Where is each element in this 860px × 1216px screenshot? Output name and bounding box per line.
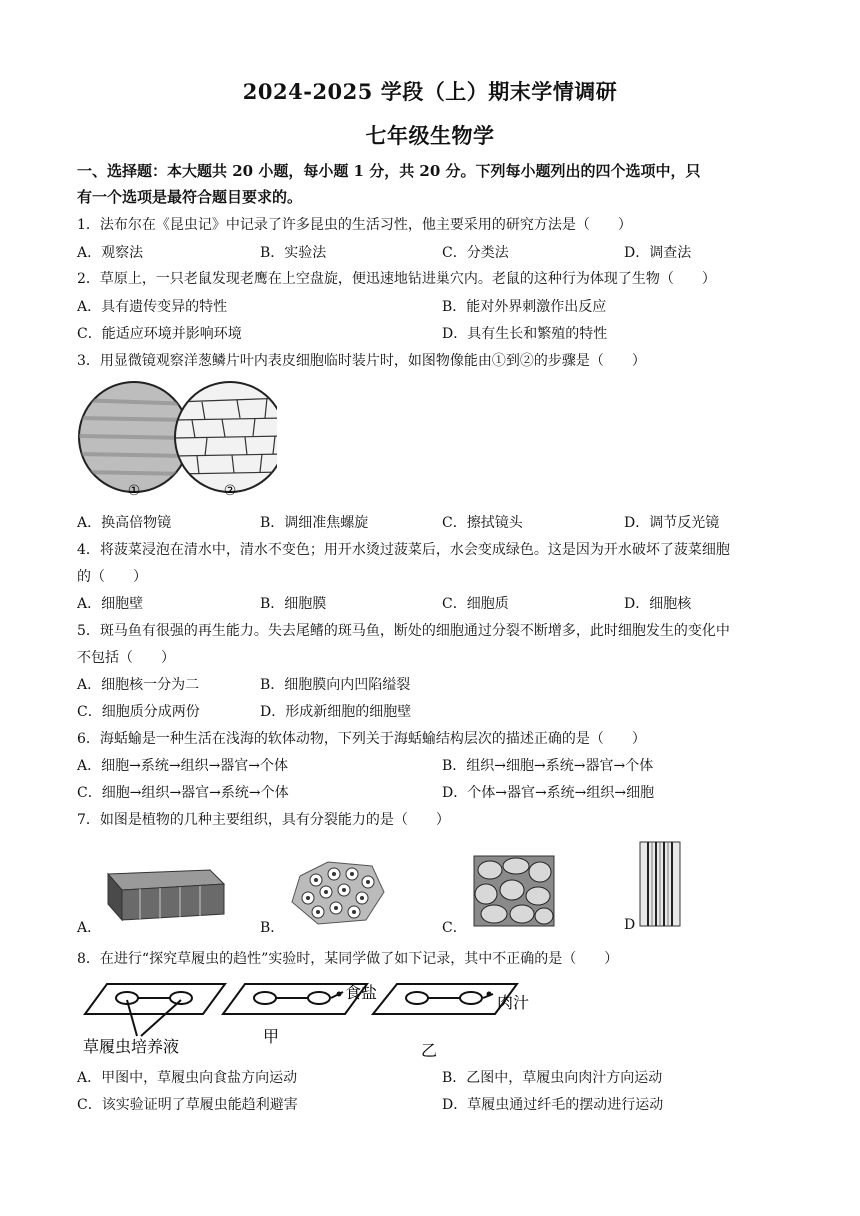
q5-option-c[interactable]: C．细胞质分成两份 — [77, 704, 200, 720]
q4-option-b[interactable]: B．细胞膜 — [260, 596, 327, 612]
q6-stem: 6．海蛞蝓是一种生活在浅海的软体动物，下列关于海蛞蝓结构层次的描述正确的是（ ） — [77, 731, 646, 747]
q1-option-d[interactable]: D．调查法 — [624, 245, 692, 261]
q1-option-a[interactable]: A．观察法 — [77, 245, 144, 261]
q3-option-a[interactable]: A．换高倍物镜 — [77, 515, 172, 531]
broth-label: 肉汁 — [497, 993, 530, 1012]
q1-option-b[interactable]: B．实验法 — [260, 245, 327, 261]
q8-option-c[interactable]: C．该实验证明了草履虫能趋利避害 — [77, 1097, 298, 1113]
q2-option-c[interactable]: C．能适应环境并影响环境 — [77, 326, 242, 342]
q6-option-c[interactable]: C．细胞→组织→器官→系统→个体 — [77, 785, 289, 801]
view-2-label: ② — [223, 483, 237, 499]
q8-option-a[interactable]: A．甲图中，草履虫向食盐方向运动 — [77, 1070, 298, 1086]
q8-stem: 8．在进行“探究草履虫的趋性”实验时，某同学做了如下记录，其中不正确的是（ ） — [77, 951, 619, 967]
paramecium-experiment-figure — [77, 978, 547, 1060]
q2-stem: 2．草原上，一只老鼠发现老鹰在上空盘旋，便迅速地钻进巢穴内。老鼠的这种行为体现了生物（ ） — [77, 271, 716, 287]
q3-option-c[interactable]: C．擦拭镜头 — [442, 515, 523, 531]
q2-option-a[interactable]: A．具有遗传变异的特性 — [77, 299, 228, 315]
page-subtitle: 七年级生物学 — [365, 123, 495, 148]
salt-label: 食盐 — [345, 983, 378, 1002]
tissue-a-image — [100, 862, 230, 924]
q3-option-b[interactable]: B．调细准焦螺旋 — [260, 515, 369, 531]
q6-option-b[interactable]: B．组织→细胞→系统→器官→个体 — [442, 758, 654, 774]
q7-option-b[interactable]: B． — [260, 920, 285, 936]
section-heading-line1: 一、选择题：本大题共 20 小题，每小题 1 分，共 20 分。下列每小题列出的四个选项中，只 — [77, 162, 701, 180]
q4-stem-line1: 4．将菠菜浸泡在清水中，清水不变色；用开水烫过菠菜后，水会变成绿色。这是因为开水破坏了菠菜细胞 — [77, 542, 730, 558]
q1-option-c[interactable]: C．分类法 — [442, 245, 509, 261]
page-title: 2024-2025 学段（上）期末学情调研 — [242, 79, 618, 104]
q6-option-d[interactable]: D．个体→器官→系统→组织→细胞 — [442, 785, 655, 801]
q1-stem: 1．法布尔在《昆虫记》中记录了许多昆虫的生活习性，他主要采用的研究方法是（ ） — [77, 217, 632, 233]
culture-label: 草履虫培养液 — [83, 1037, 180, 1056]
q4-option-d[interactable]: D．细胞核 — [624, 596, 692, 612]
q4-option-a[interactable]: A．细胞壁 — [77, 596, 144, 612]
q2-option-b[interactable]: B．能对外界刺激作出反应 — [442, 299, 607, 315]
tissue-d-image — [630, 838, 690, 930]
view-1-label: ① — [127, 483, 141, 499]
view-1-blurry — [77, 382, 191, 492]
tissue-b-image — [288, 858, 388, 928]
q5-option-d[interactable]: D．形成新细胞的细胞壁 — [260, 704, 412, 720]
q8-option-d[interactable]: D．草履虫通过纤毛的摆动进行运动 — [442, 1097, 664, 1113]
q7-option-a[interactable]: A． — [77, 920, 102, 936]
q4-option-c[interactable]: C．细胞质 — [442, 596, 509, 612]
tissue-c-image — [470, 852, 560, 932]
q7-stem: 7．如图是植物的几种主要组织，具有分裂能力的是（ ） — [77, 812, 450, 828]
q5-stem-line1: 5．斑马鱼有很强的再生能力。失去尾鳍的斑马鱼，断处的细胞通过分裂不断增多，此时细胞发生的变化中 — [77, 623, 730, 639]
q2-option-d[interactable]: D．具有生长和繁殖的特性 — [442, 326, 608, 342]
figure-jia-label: 甲 — [263, 1027, 280, 1046]
q5-option-b[interactable]: B．细胞膜向内凹陷缢裂 — [260, 677, 411, 693]
q8-option-b[interactable]: B．乙图中，草履虫向肉汁方向运动 — [442, 1070, 663, 1086]
q5-option-a[interactable]: A．细胞核一分为二 — [77, 677, 200, 693]
q6-option-a[interactable]: A．细胞→系统→组织→器官→个体 — [77, 758, 289, 774]
q7-option-d[interactable]: D — [624, 917, 636, 933]
view-2-clear — [175, 382, 277, 492]
section-heading-line2: 有一个选项是最符合题目要求的。 — [77, 188, 303, 206]
q5-stem-line2: 不包括（ ） — [77, 650, 175, 666]
microscope-view-figure — [77, 380, 277, 500]
q4-stem-line2: 的（ ） — [77, 569, 147, 585]
q3-stem: 3．用显微镜观察洋葱鳞片叶内表皮细胞临时装片时，如图物像能由①到②的步骤是（ ） — [77, 353, 646, 369]
q7-option-c[interactable]: C． — [442, 920, 467, 936]
figure-yi-label: 乙 — [421, 1041, 438, 1060]
q3-option-d[interactable]: D．调节反光镜 — [624, 515, 720, 531]
